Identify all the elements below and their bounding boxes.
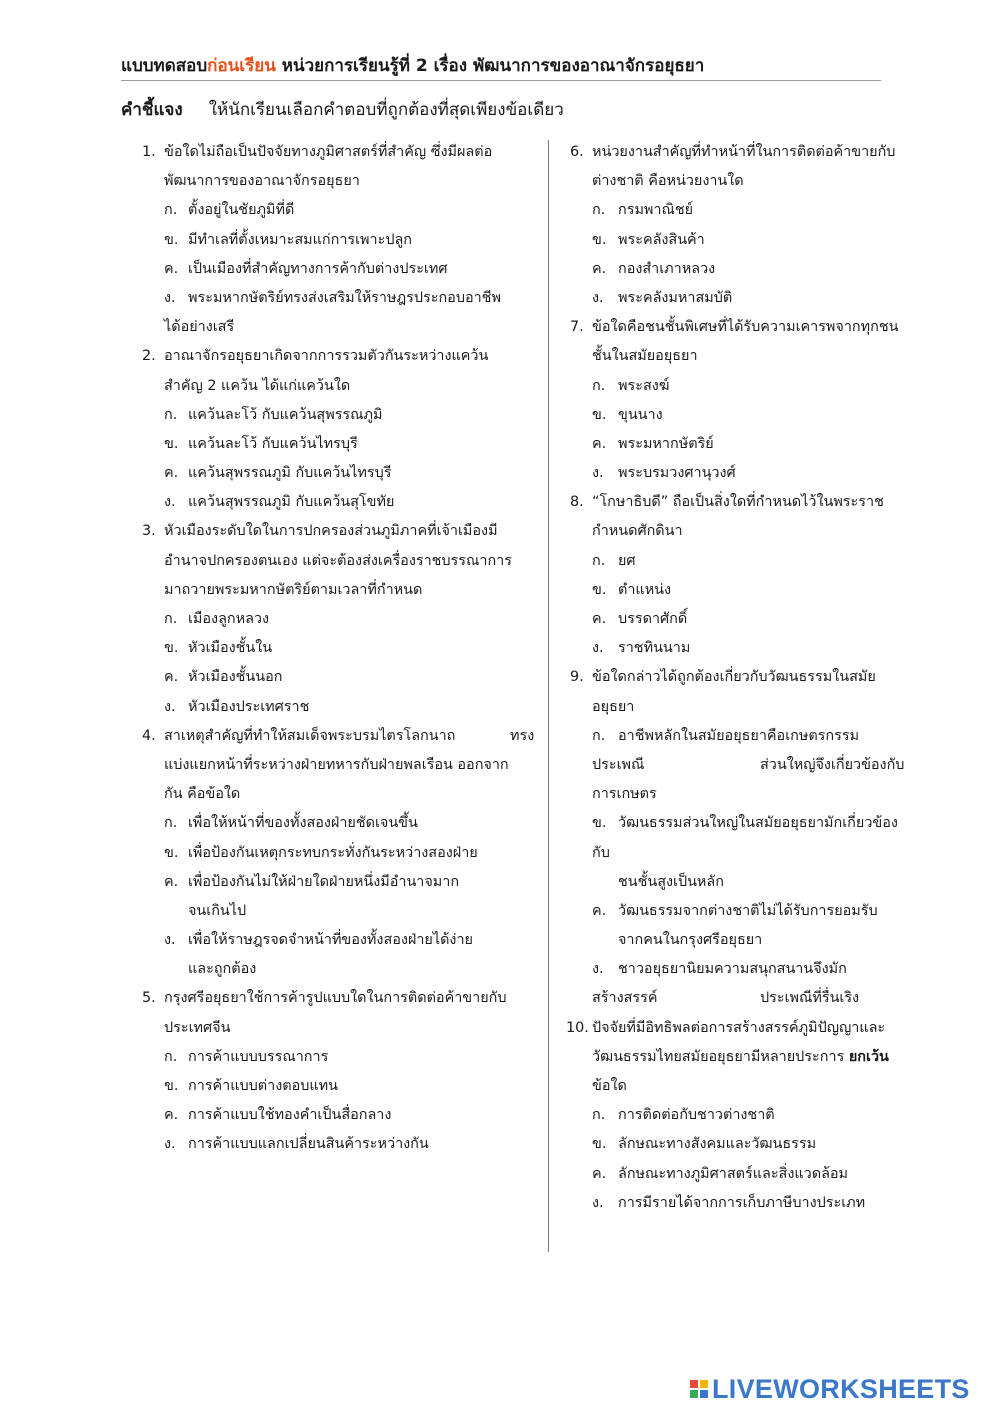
option-label: ง. [164,932,176,949]
option-text: การค้าแบบบรรณาการ [188,1048,329,1065]
question-text: สำคัญ 2 แคว้น ได้แก่แคว้นใด [164,377,351,394]
option-6a[interactable] [566,196,918,225]
option-10c[interactable] [566,1160,918,1189]
question-10 [566,1014,918,1043]
option-text: หัวเมืองชั้นใน [188,640,273,657]
option-text: การค้าแบบแลกเปลี่ยนสินค้าระหว่างกัน [188,1136,429,1153]
option-5c[interactable] [142,1101,542,1130]
option-label: ข. [592,581,607,598]
option-7a[interactable] [566,372,918,401]
question-3 [142,517,542,546]
option-2d[interactable] [142,488,542,517]
option-text: แคว้นละโว้ กับแคว้นสุพรรณภูมิ [188,406,383,423]
title-prefix: แบบทดสอบ [121,56,208,76]
column-divider [548,140,549,1252]
question-line [566,693,918,722]
option-label: ก. [592,1107,606,1124]
question-text: ชั้นในสมัยอยุธยา [592,348,698,365]
question-line [142,167,542,196]
question-number: 8. [570,494,584,511]
liveworksheets-logo [690,1374,970,1404]
question-text: แบ่งแยกหน้าที่ระหว่างฝ่ายทหารกับฝ่ายพลเรือน ออกจาก [164,756,509,773]
option-text: ตั้งอยู่ในชัยภูมิที่ดี [188,202,295,219]
option-1d-cont[interactable] [142,313,542,342]
option-text: แคว้นสุพรรณภูมิ กับแคว้นสุโขทัย [188,494,395,511]
option-9d[interactable] [566,955,918,984]
option-9b-cont[interactable] [566,839,918,868]
question-number: 6. [570,144,584,160]
option-4a[interactable] [142,809,542,838]
option-text: เพื่อป้องกันเหตุกระทบกระทั่งกันระหว่างสองฝ่าย [188,844,478,861]
instructions [121,96,564,123]
option-text: เมืองลูกหลวง [188,611,270,627]
option-text: บรรดาศักดิ์ [618,611,688,627]
question-text: ข้อใด [592,1078,627,1094]
option-label: ง. [164,289,176,306]
option-8d[interactable] [566,634,918,663]
question-text: “โกษาธิบดี” ถือเป็นสิ่งใดที่กำหนดไว้ในพระราช [592,494,884,511]
option-8a[interactable] [566,547,918,576]
option-4d-cont[interactable] [142,955,542,984]
option-text: พระบรมวงศานุวงศ์ [618,465,736,482]
question-text: พัฒนาการของอาณาจักรอยุธยา [164,173,360,190]
question-number: 10. [566,1019,589,1036]
question-line [566,1072,918,1101]
option-text: หัวเมืองประเทศราช [188,698,310,715]
right-column [566,138,918,1218]
option-1c[interactable] [142,255,542,284]
option-6b[interactable] [566,226,918,255]
option-4b[interactable] [142,839,542,868]
question-number: 3. [142,523,156,540]
instructions-label: คำชี้แจง [121,100,183,120]
question-text: ข้อใดกล่าวได้ถูกต้องเกี่ยวกับวัฒนธรรมในสมัย [592,669,876,686]
option-10a[interactable] [566,1101,918,1130]
question-text: วัฒนธรรมไทยสมัยอยุธยามีหลายประการ [592,1048,849,1065]
option-text: แคว้นสุพรรณภูมิ กับแคว้นไทรบุรี [188,465,392,482]
option-label: ก. [164,611,178,627]
question-number: 4. [142,727,156,744]
option-text: อาชีพหลักในสมัยอยุธยาคือเกษตรกรรม [618,727,860,744]
option-2c[interactable] [142,459,542,488]
option-6c[interactable] [566,255,918,284]
option-8c[interactable] [566,605,918,634]
option-text: พระมหากษัตริย์ทรงส่งเสริมให้ราษฎรประกอบอาชีพ [188,289,501,306]
option-9a[interactable] [566,722,918,751]
option-text: เพื่อให้ราษฎรจดจำหน้าที่ของทั้งสองฝ่ายได้ง่าย [188,932,473,949]
option-label: ง. [592,1194,604,1211]
option-text: กรมพาณิชย์ [618,202,694,219]
option-5b[interactable] [142,1072,542,1101]
option-text: การมีรายได้จากการเก็บภาษีบางประเภท [618,1194,866,1211]
option-text: ได้อย่างเสรี [164,319,235,336]
question-7 [566,313,918,342]
option-9d-cont[interactable] [566,984,918,1013]
question-text: กำหนดศักดินา [592,523,683,540]
option-label: ข. [164,1078,179,1094]
header-divider [121,80,881,81]
option-label: ง. [164,698,176,715]
option-text: ชาวอยุธยานิยมความสนุกสนานจึงมัก [618,961,847,978]
option-text: เพื่อให้หน้าที่ของทั้งสองฝ่ายชัดเจนขึ้น [188,815,418,832]
option-label: ก. [592,202,606,219]
question-1 [142,138,542,167]
question-line [566,167,918,196]
question-number: 7. [570,319,584,336]
option-4c-cont[interactable] [142,897,542,926]
option-5a[interactable] [142,1043,542,1072]
option-label: ง. [164,494,176,511]
question-line [566,342,918,371]
option-text: พระสงฆ์ [618,377,670,394]
option-label: ก. [164,406,178,423]
option-text: สร้างสรรค์ [592,990,658,1007]
question-text: อำนาจปกครองตนเอง แต่จะต้องส่งเครื่องราชบรรณาการ [164,552,512,569]
option-label: ค. [592,611,607,627]
question-5 [142,984,542,1013]
option-7d[interactable] [566,459,918,488]
option-label: ก. [592,727,606,744]
question-text: กัน คือข้อใด [164,786,241,803]
question-number: 1. [142,144,156,160]
option-label: ค. [164,465,179,482]
question-number: 9. [570,669,584,686]
option-9b-cont2[interactable] [566,868,918,897]
option-text: การค้าแบบต่างตอบแทน [188,1078,338,1094]
option-label: ข. [592,231,607,248]
question-line [142,1014,542,1043]
option-4c[interactable] [142,868,542,897]
question-text: ประเทศจีน [164,1019,231,1036]
option-text: เพื่อป้องกันไม่ให้ฝ่ายใดฝ่ายหนึ่งมีอำนาจมาก [188,873,460,890]
question-line [142,576,542,605]
option-label: ก. [592,552,606,569]
option-text: การค้าแบบใช้ทองคำเป็นสื่อกลาง [188,1107,392,1124]
question-text: มาถวายพระมหากษัตริย์ตามเวลาที่กำหนด [164,581,423,598]
option-text: มีทำเลที่ตั้งเหมาะสมแก่การเพาะปลูก [188,231,413,248]
question-text: ข้อใดคือชนชั้นพิเศษที่ได้รับความเคารพจากทุกชน [592,319,899,336]
option-label: ง. [592,640,604,657]
option-text: แคว้นละโว้ กับแคว้นไทรบุรี [188,435,358,452]
option-label: ค. [164,669,179,686]
option-6d[interactable] [566,284,918,313]
question-number: 2. [142,348,156,365]
question-9 [566,663,918,692]
question-text: อยุธยา [592,698,635,715]
option-label: ง. [592,961,604,978]
option-label: ข. [164,844,179,861]
left-column [142,138,542,1160]
option-label: ค. [164,873,179,890]
option-label: ค. [592,902,607,919]
option-1d[interactable] [142,284,542,313]
question-emphasis: ยกเว้น [848,1048,889,1065]
option-text: ประเพณีที่รื่นเริง [760,990,860,1007]
option-text: ยศ [618,552,636,569]
option-text: การติดต่อกับชาวต่างชาติ [618,1107,775,1124]
question-text: หน่วยงานสำคัญที่ทำหน้าที่ในการติดต่อค้าขายกับ [592,144,896,160]
question-text: ปัจจัยที่มีอิทธิพลต่อการสร้างสรรค์ภูมิปัญญาและ [592,1019,886,1036]
option-1b[interactable] [142,226,542,255]
option-label: ค. [592,1165,607,1182]
question-4 [142,722,542,751]
question-line [142,547,542,576]
question-text: ข้อใดไม่ถือเป็นปัจจัยทางภูมิศาสตร์ที่สำคัญ ซึ่งมีผลต่อ [164,144,493,160]
option-text: กองสำเภาหลวง [618,260,716,277]
option-label: ข. [164,231,179,248]
option-label: ข. [164,640,179,657]
question-line [566,1043,918,1072]
option-8b[interactable] [566,576,918,605]
question-text: สาเหตุสำคัญที่ทำให้สมเด็จพระบรมไตรโลกนาถ [164,727,456,744]
option-label: ค. [164,1107,179,1124]
option-text: ตำแหน่ง [618,581,672,598]
question-text: ทรง [510,727,535,744]
option-9a-cont[interactable] [566,751,918,780]
option-text: เป็นเมืองที่สำคัญทางการค้ากับต่างประเทศ [188,260,448,277]
option-3b[interactable] [142,634,542,663]
option-label: ก. [164,202,178,219]
option-label: ก. [164,1048,178,1065]
option-text: พระมหากษัตริย์ [618,435,714,452]
option-text: ส่วนใหญ่จึงเกี่ยวข้องกับ [760,756,905,773]
question-2 [142,342,542,371]
option-2b[interactable] [142,430,542,459]
option-label: ข. [592,406,607,423]
option-text: พระคลังสินค้า [618,231,705,248]
option-7c[interactable] [566,430,918,459]
question-line [142,780,542,809]
option-label: ค. [164,260,179,277]
option-text: ขุนนาง [618,406,663,423]
option-10d[interactable] [566,1189,918,1218]
option-9c-cont[interactable] [566,926,918,955]
instructions-text: ให้นักเรียนเลือกคำตอบที่ถูกต้องที่สุดเพียงข้อเดียว [208,100,564,120]
option-text: จากคนในกรุงศรีอยุธยา [618,932,763,949]
option-9a-cont2[interactable] [566,780,918,809]
option-label: ข. [592,815,607,832]
option-5d[interactable] [142,1130,542,1159]
option-label: ข. [592,1136,607,1153]
question-text: อาณาจักรอยุธยาเกิดจากการรวมตัวกันระหว่างแคว้น [164,348,489,365]
question-line [142,751,542,780]
option-label: ก. [592,377,606,394]
question-text: หัวเมืองระดับใดในการปกครองส่วนภูมิภาคที่เจ้าเมืองมี [164,523,498,540]
question-line [142,372,542,401]
option-text: และถูกต้อง [188,961,257,978]
worksheet-title [121,52,881,79]
option-text: ชนชั้นสูงเป็นหลัก [618,873,724,890]
option-label: ค. [592,435,607,452]
option-7b[interactable] [566,401,918,430]
option-label: ก. [164,815,178,832]
option-label: ค. [592,260,607,277]
option-label: ข. [164,435,179,452]
option-text: กับ [592,844,610,861]
logo-mark-icon [690,1380,708,1398]
option-text: ประเพณี [592,756,645,773]
option-3a[interactable] [142,605,542,634]
question-8 [566,488,918,517]
title-rest: หน่วยการเรียนรู้ที่ 2 เรื่อง พัฒนาการของอาณาจักรอยุธยา [275,56,705,76]
question-number: 5. [142,990,156,1007]
option-3c[interactable] [142,663,542,692]
title-accent: ก่อนเรียน [207,56,276,76]
option-text: การเกษตร [592,786,657,803]
option-text: ลักษณะทางสังคมและวัฒนธรรม [618,1136,817,1153]
option-text: ราชทินนาม [618,640,691,657]
option-text: วัฒนธรรมจากต่างชาติไม่ได้รับการยอมรับ [618,902,878,919]
option-text: ลักษณะทางภูมิศาสตร์และสิ่งแวดล้อม [618,1165,849,1182]
option-9c[interactable] [566,897,918,926]
question-text: กรุงศรีอยุธยาใช้การค้ารูปแบบใดในการติดต่อค้าขายกับ [164,990,507,1007]
option-3d[interactable] [142,693,542,722]
option-text: จนเกินไป [188,902,247,919]
logo-text: LIVEWORKSHEETS [712,1373,970,1404]
question-text: ต่างชาติ คือหน่วยงานใด [592,173,744,190]
option-9b[interactable] [566,809,918,838]
question-6 [566,138,918,167]
option-label: ง. [592,289,604,306]
option-text: วัฒนธรรมส่วนใหญ่ในสมัยอยุธยามักเกี่ยวข้อง [618,815,898,832]
option-1a[interactable] [142,196,542,225]
option-text: พระคลังมหาสมบัติ [618,289,733,306]
option-10b[interactable] [566,1130,918,1159]
question-line [566,517,918,546]
option-label: ง. [164,1136,176,1153]
option-2a[interactable] [142,401,542,430]
option-label: ง. [592,465,604,482]
option-text: หัวเมืองชั้นนอก [188,669,283,686]
option-4d[interactable] [142,926,542,955]
